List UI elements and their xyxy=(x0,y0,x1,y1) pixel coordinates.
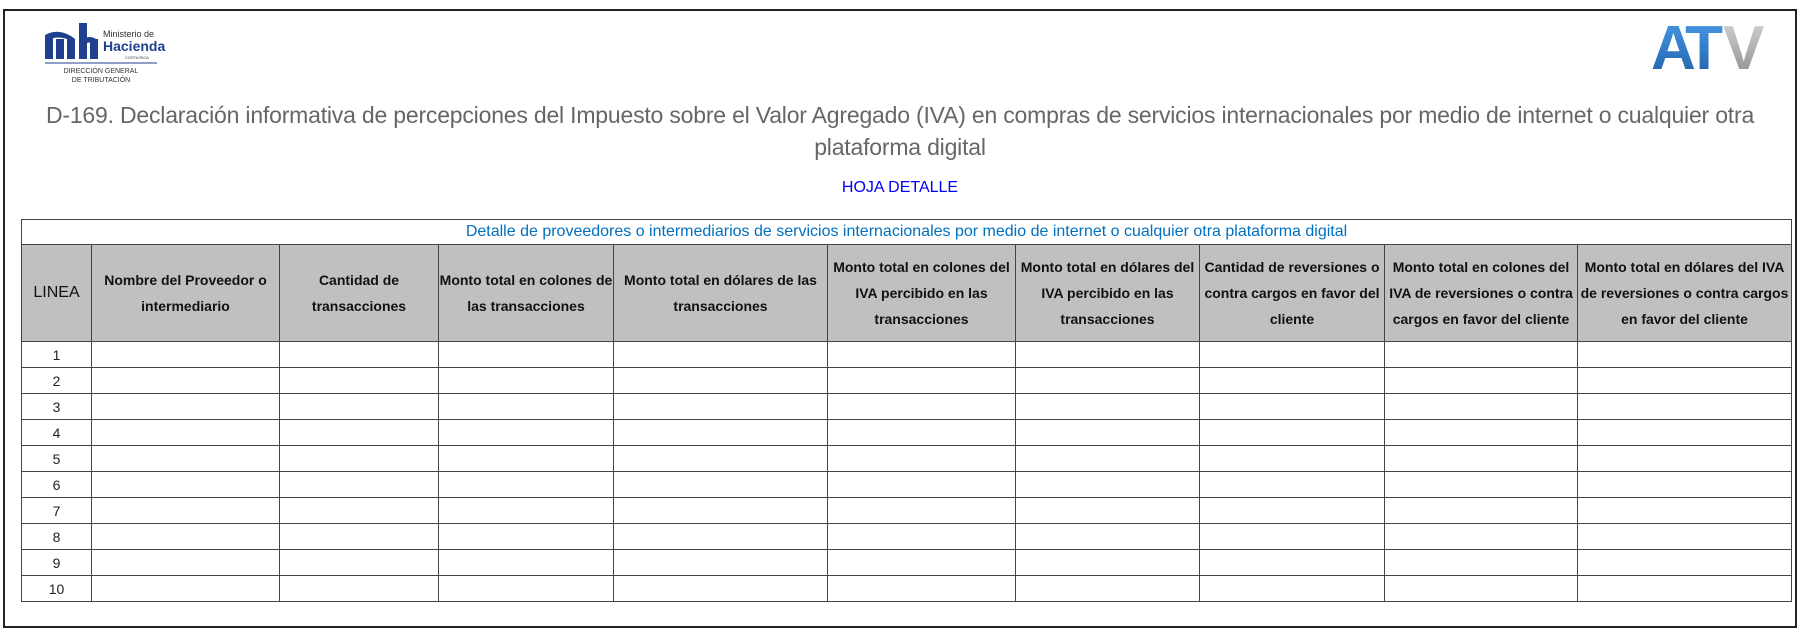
column-header-iva-colones: Monto total en colones del IVA percibido en las transacciones xyxy=(828,245,1016,342)
input-cell[interactable] xyxy=(280,342,439,368)
input-cell[interactable] xyxy=(1578,550,1792,576)
input-cell[interactable] xyxy=(1016,394,1200,420)
table-row xyxy=(22,420,1792,446)
column-header-monto-dolares: Monto total en dólares de las transacciones xyxy=(614,245,828,342)
input-cell[interactable] xyxy=(1578,524,1792,550)
input-cell[interactable] xyxy=(614,342,828,368)
input-cell[interactable] xyxy=(614,394,828,420)
input-cell[interactable] xyxy=(280,576,439,602)
column-header-iva-dolares: Monto total en dólares del IVA percibido en las transacciones xyxy=(1016,245,1200,342)
row-number: 5 xyxy=(22,446,92,472)
input-cell[interactable] xyxy=(828,550,1016,576)
input-cell[interactable] xyxy=(92,498,280,524)
row-number: 2 xyxy=(22,368,92,394)
column-header-linea: LINEA xyxy=(22,245,92,342)
input-cell[interactable] xyxy=(1016,550,1200,576)
input-cell[interactable] xyxy=(439,446,614,472)
row-number: 8 xyxy=(22,524,92,550)
input-cell[interactable] xyxy=(1016,576,1200,602)
table-row xyxy=(22,576,1792,602)
input-cell[interactable] xyxy=(1016,498,1200,524)
column-header-reversiones-dolares: Monto total en dólares del IVA de reversiones o contra cargos en favor del cliente xyxy=(1578,245,1792,342)
form-title: D-169. Declaración informativa de percepciones del Impuesto sobre el Valor Agregado (IVA) en compras de servicios internacionales por medio de internet o cualquier otra plataforma digital xyxy=(45,102,1755,160)
input-cell[interactable] xyxy=(92,524,280,550)
input-cell[interactable] xyxy=(1385,420,1578,446)
svg-text:AT: AT xyxy=(1651,17,1718,77)
input-cell[interactable] xyxy=(439,524,614,550)
input-cell[interactable] xyxy=(614,472,828,498)
input-cell[interactable] xyxy=(1385,576,1578,602)
row-number: 10 xyxy=(22,576,92,602)
input-cell[interactable] xyxy=(280,394,439,420)
input-cell[interactable] xyxy=(828,498,1016,524)
table-row xyxy=(22,524,1792,550)
input-cell[interactable] xyxy=(280,420,439,446)
input-cell[interactable] xyxy=(1578,368,1792,394)
table-row xyxy=(22,472,1792,498)
input-cell[interactable] xyxy=(1016,524,1200,550)
input-cell[interactable] xyxy=(439,368,614,394)
input-cell[interactable] xyxy=(280,446,439,472)
table-row xyxy=(22,498,1792,524)
column-header-monto-colones: Monto total en colones de las transacciones xyxy=(439,245,614,342)
form-frame xyxy=(3,9,1797,628)
input-cell[interactable] xyxy=(1578,472,1792,498)
input-cell[interactable] xyxy=(1016,342,1200,368)
input-cell[interactable] xyxy=(828,472,1016,498)
column-header-cantidad-transacciones: Cantidad de transacciones xyxy=(280,245,439,342)
svg-text:Ministerio de: Ministerio de xyxy=(103,29,155,39)
input-cell[interactable] xyxy=(1578,446,1792,472)
input-cell[interactable] xyxy=(92,342,280,368)
header-row xyxy=(22,245,1792,342)
input-cell[interactable] xyxy=(1200,472,1385,498)
column-header-reversiones-colones: Monto total en colones del IVA de reversiones o contra cargos en favor del cliente xyxy=(1385,245,1578,342)
row-number: 4 xyxy=(22,420,92,446)
input-cell[interactable] xyxy=(614,368,828,394)
input-cell[interactable] xyxy=(1200,368,1385,394)
input-cell[interactable] xyxy=(828,524,1016,550)
input-cell[interactable] xyxy=(439,472,614,498)
input-cell[interactable] xyxy=(439,576,614,602)
input-cell[interactable] xyxy=(92,446,280,472)
svg-text:DIRECCIÓN GENERAL: DIRECCIÓN GENERAL xyxy=(63,68,139,75)
input-cell[interactable] xyxy=(1200,498,1385,524)
input-cell[interactable] xyxy=(92,472,280,498)
input-cell[interactable] xyxy=(828,342,1016,368)
input-cell[interactable] xyxy=(1200,524,1385,550)
input-cell[interactable] xyxy=(92,576,280,602)
input-cell[interactable] xyxy=(439,550,614,576)
svg-text:DE TRIBUTACIÓN: DE TRIBUTACIÓN xyxy=(71,77,131,84)
input-cell[interactable] xyxy=(614,524,828,550)
input-cell[interactable] xyxy=(1200,550,1385,576)
row-number: 6 xyxy=(22,472,92,498)
sheet-subtitle: HOJA DETALLE xyxy=(841,179,959,196)
input-cell[interactable] xyxy=(439,394,614,420)
row-number: 7 xyxy=(22,498,92,524)
input-cell[interactable] xyxy=(614,420,828,446)
input-cell[interactable] xyxy=(614,446,828,472)
table-row xyxy=(22,342,1792,368)
input-cell[interactable] xyxy=(280,550,439,576)
table-banner: Detalle de proveedores o intermediarios de servicios internacionales por medio de internet o cualquier otra plataforma digital xyxy=(22,220,1792,245)
input-cell[interactable] xyxy=(280,472,439,498)
input-cell[interactable] xyxy=(1016,368,1200,394)
svg-text:COSTA RICA: COSTA RICA xyxy=(125,55,149,60)
input-cell[interactable] xyxy=(92,394,280,420)
detail-table xyxy=(21,219,1792,602)
input-cell[interactable] xyxy=(828,394,1016,420)
input-cell[interactable] xyxy=(614,550,828,576)
input-cell[interactable] xyxy=(828,446,1016,472)
input-cell[interactable] xyxy=(92,368,280,394)
table-row xyxy=(22,394,1792,420)
table-row xyxy=(22,446,1792,472)
input-cell[interactable] xyxy=(439,342,614,368)
input-cell[interactable] xyxy=(614,576,828,602)
input-cell[interactable] xyxy=(1385,368,1578,394)
input-cell[interactable] xyxy=(828,576,1016,602)
input-cell[interactable] xyxy=(1016,446,1200,472)
input-cell[interactable] xyxy=(1200,576,1385,602)
svg-text:V: V xyxy=(1723,17,1759,77)
table-row xyxy=(22,368,1792,394)
table-row xyxy=(22,550,1792,576)
input-cell[interactable] xyxy=(1578,394,1792,420)
input-cell[interactable] xyxy=(1578,420,1792,446)
input-cell[interactable] xyxy=(1200,394,1385,420)
row-number: 9 xyxy=(22,550,92,576)
svg-text:Hacienda: Hacienda xyxy=(103,38,166,54)
input-cell[interactable] xyxy=(439,420,614,446)
atv-logo xyxy=(1651,17,1771,77)
input-cell[interactable] xyxy=(1385,472,1578,498)
input-cell[interactable] xyxy=(439,498,614,524)
input-cell[interactable] xyxy=(1578,342,1792,368)
input-cell[interactable] xyxy=(1385,498,1578,524)
input-cell[interactable] xyxy=(1385,394,1578,420)
column-header-proveedor: Nombre del Proveedor o intermediario xyxy=(92,245,280,342)
input-cell[interactable] xyxy=(1578,576,1792,602)
input-cell[interactable] xyxy=(1200,420,1385,446)
input-cell[interactable] xyxy=(1578,498,1792,524)
input-cell[interactable] xyxy=(280,498,439,524)
input-cell[interactable] xyxy=(1385,524,1578,550)
input-cell[interactable] xyxy=(1200,446,1385,472)
ministerio-hacienda-logo xyxy=(45,21,185,97)
input-cell[interactable] xyxy=(828,420,1016,446)
input-cell[interactable] xyxy=(92,420,280,446)
row-number: 1 xyxy=(22,342,92,368)
input-cell[interactable] xyxy=(1200,342,1385,368)
row-number: 3 xyxy=(22,394,92,420)
input-cell[interactable] xyxy=(92,550,280,576)
input-cell[interactable] xyxy=(280,368,439,394)
input-cell[interactable] xyxy=(1385,342,1578,368)
input-cell[interactable] xyxy=(1385,446,1578,472)
column-header-cantidad-reversiones: Cantidad de reversiones o contra cargos en favor del cliente xyxy=(1200,245,1385,342)
input-cell[interactable] xyxy=(280,524,439,550)
input-cell[interactable] xyxy=(1016,472,1200,498)
input-cell[interactable] xyxy=(1385,550,1578,576)
input-cell[interactable] xyxy=(1016,420,1200,446)
input-cell[interactable] xyxy=(828,368,1016,394)
input-cell[interactable] xyxy=(614,498,828,524)
